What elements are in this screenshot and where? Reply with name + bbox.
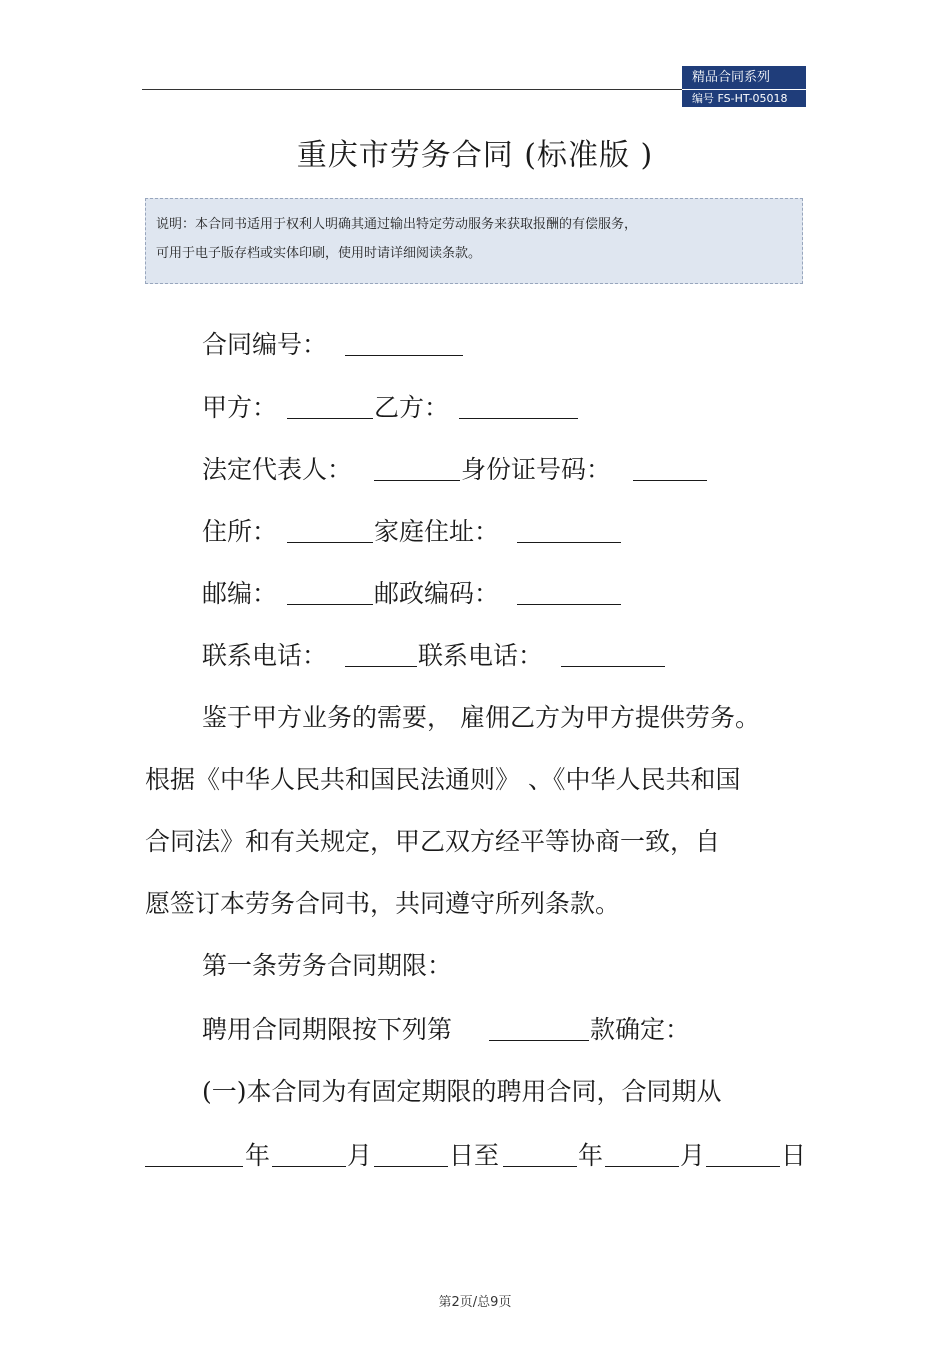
id-number-blank[interactable] (633, 441, 707, 481)
legal-rep-label: 法定代表人： (202, 455, 353, 484)
end-day-label: 日 (781, 1141, 807, 1170)
legal-rep-blank[interactable] (374, 441, 460, 481)
party-a-blank[interactable] (287, 379, 373, 419)
residence-label: 住所： (202, 517, 278, 546)
header-rule (142, 89, 682, 90)
start-day-blank[interactable] (374, 1127, 448, 1167)
party-b-blank[interactable] (459, 379, 578, 419)
clause-1-text: (一)本合同为有固定期限的聘用合同，合同期从 (202, 1077, 722, 1106)
date-range-row (0, 1136, 950, 1176)
usage-note-line-1: 说明：本合同书适用于权利人明确其通过输出特定劳动服务来获取报酬的有偿服务， (156, 217, 638, 232)
start-month-blank[interactable] (272, 1127, 346, 1167)
postcode-blank[interactable] (287, 565, 373, 605)
document-title: 重庆市劳务合同 (标准版 ) (296, 138, 654, 173)
parties-row (0, 388, 950, 428)
postal-code-blank[interactable] (517, 565, 621, 605)
body-line-2: 根据《中华人民共和国民法通则》 、《中华人民共和国 (145, 765, 741, 794)
end-year-label: 年 (578, 1141, 604, 1170)
postal-code-label: 邮政编码： (374, 579, 500, 608)
document-code-badge: 编号 FS-HT-05018 (682, 90, 806, 107)
page-number: 第2页/总9页 (438, 1295, 512, 1310)
party-a-label: 甲方： (202, 393, 278, 422)
term-clause-blank[interactable] (489, 1001, 589, 1041)
postcode-row (0, 574, 950, 614)
residence-blank[interactable] (287, 503, 373, 543)
usage-note-line-2: 可用于电子版存档或实体印刷，使用时请详细阅读条款。 (156, 246, 482, 261)
end-year-blank[interactable] (503, 1127, 577, 1167)
end-day-blank[interactable] (706, 1127, 780, 1167)
phone-1-label: 联系电话： (202, 641, 328, 670)
home-address-label: 家庭住址： (374, 517, 500, 546)
phone-2-label: 联系电话： (418, 641, 544, 670)
home-address-blank[interactable] (517, 503, 621, 543)
address-row (0, 512, 950, 552)
body-line-1: 鉴于甲方业务的需要， 雇佣乙方为甲方提供劳务。 (202, 703, 760, 732)
contract-number-blank[interactable] (345, 316, 463, 356)
legal-rep-row (0, 450, 950, 490)
end-month-label: 月 (680, 1141, 706, 1170)
term-suffix: 款确定： (590, 1015, 691, 1044)
start-month-label: 月 (347, 1141, 373, 1170)
term-row (0, 1010, 950, 1050)
series-badge: 精品合同系列 (682, 66, 806, 89)
term-prefix: 聘用合同期限按下列第 (202, 1015, 453, 1044)
body-line-4: 愿签订本劳务合同书，共同遵守所列条款。 (145, 889, 621, 918)
phone-row (0, 636, 950, 676)
end-month-blank[interactable] (605, 1127, 679, 1167)
usage-note (145, 198, 803, 284)
contract-number-row (0, 325, 950, 365)
body-line-3: 合同法》和有关规定，甲乙双方经平等协商一致，自 (145, 827, 721, 856)
start-year-label: 年 (245, 1141, 271, 1170)
start-year-blank[interactable] (145, 1127, 243, 1167)
contract-number-label: 合同编号： (202, 330, 328, 359)
party-b-label: 乙方： (374, 393, 450, 422)
phone-1-blank[interactable] (345, 627, 417, 667)
article-1-title: 第一条劳务合同期限： (202, 951, 453, 980)
id-number-label: 身份证号码： (461, 455, 612, 484)
start-day-label: 日至 (449, 1141, 500, 1170)
postcode-label: 邮编： (202, 579, 278, 608)
phone-2-blank[interactable] (561, 627, 665, 667)
